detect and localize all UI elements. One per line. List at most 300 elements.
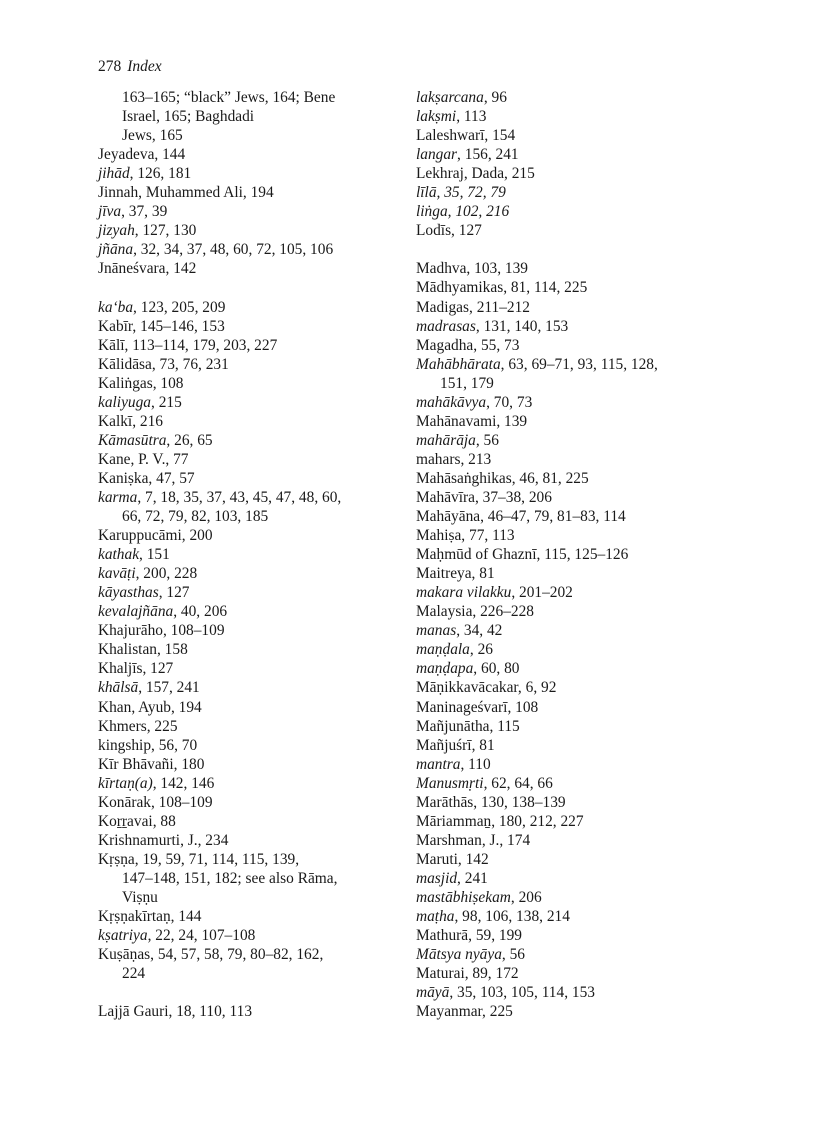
index-entry-line: [416, 564, 658, 583]
index-text: Kabīr, 145–146, 153: [98, 317, 225, 335]
index-entry-line: [416, 317, 658, 336]
index-entry: [98, 640, 341, 659]
index-entry-line: [98, 583, 341, 602]
index-text: Maruti, 142: [416, 850, 489, 868]
index-term-italic: kevalajñāna: [98, 603, 174, 621]
index-entry: [98, 450, 341, 469]
index-text: Kīr Bhāvañi, 180: [98, 755, 205, 773]
index-entry: [98, 469, 341, 488]
index-entry: [416, 678, 658, 697]
index-entry-line: [98, 736, 341, 755]
index-term-italic: Kāmasūtra: [98, 431, 167, 449]
index-entry-line: [416, 298, 658, 317]
index-entry-line: [416, 736, 658, 755]
index-entry-line: [98, 412, 341, 431]
index-entry: [98, 145, 341, 164]
index-text: , 127: [158, 584, 190, 602]
index-entry: [416, 412, 658, 431]
index-entry-line: [98, 88, 341, 107]
running-title: Index: [127, 58, 162, 75]
index-entry-line: [98, 907, 341, 926]
index-text: Mañjuśrī, 81: [416, 736, 495, 754]
index-entry-line: [98, 564, 341, 583]
index-entry: [98, 831, 341, 850]
index-entry: [98, 240, 341, 259]
index-text: , 70, 73: [486, 393, 533, 411]
index-term-italic: khālsā: [98, 679, 139, 697]
index-entry-line: [416, 621, 658, 640]
index-entry: [98, 850, 341, 907]
index-text: Lodīs, 127: [416, 222, 482, 240]
index-entry-line: [416, 469, 658, 488]
index-entry: [98, 488, 341, 526]
index-text: , 96: [483, 89, 507, 106]
index-entry-line: [416, 869, 658, 888]
index-entry: [98, 183, 341, 202]
index-entry-line: [416, 278, 658, 297]
index-term-italic: masjid: [416, 869, 458, 887]
index-text: , 110: [460, 755, 491, 773]
index-entry: [416, 564, 658, 583]
index-text: , 26, 65: [166, 431, 213, 449]
index-entry: [98, 431, 341, 450]
index-text: 163–165; “black” Jews, 164; Bene: [122, 89, 336, 106]
index-entry: [416, 545, 658, 564]
index-text: Israel, 165; Baghdadi: [122, 108, 255, 126]
index-entry-line: [98, 488, 341, 507]
index-term-italic: līlā, 35, 72, 79: [416, 184, 506, 202]
index-entry: [416, 469, 658, 488]
index-entry-line: [416, 964, 658, 983]
index-entry-line: [98, 374, 341, 393]
index-text: Kalkī, 216: [98, 412, 163, 430]
index-term-italic: kaliyuga: [98, 393, 151, 411]
index-text: kingship, 56, 70: [98, 736, 198, 754]
index-column-left: [98, 88, 341, 1021]
index-entry: [416, 659, 658, 678]
index-entry: [416, 926, 658, 945]
index-text: , 62, 64, 66: [483, 774, 553, 792]
index-text: , 127, 130: [134, 222, 197, 240]
index-entry-line: [98, 336, 341, 355]
index-text: , 98, 106, 138, 214: [454, 908, 570, 926]
index-entry-line: [98, 926, 341, 945]
index-entry: [416, 717, 658, 736]
index-term-italic: kathak: [98, 546, 140, 564]
index-entry-line: [98, 183, 341, 202]
index-term-italic: mahārāja: [416, 431, 476, 449]
index-entry-line: [98, 202, 341, 221]
index-text: , 26: [469, 641, 493, 659]
page-number: 278: [98, 58, 122, 75]
index-entry-line: [98, 317, 341, 336]
index-entry-line: [416, 678, 658, 697]
index-text: 147–148, 151, 182; see also Rāma,: [122, 869, 338, 887]
index-entry-line: [416, 926, 658, 945]
index-entry-line: [98, 431, 341, 450]
index-entry: [98, 336, 341, 355]
index-entry: [98, 564, 341, 583]
index-entry: [416, 812, 658, 831]
index-entry-line: [416, 202, 658, 221]
index-entry-line: [416, 755, 658, 774]
index-text: , 22, 24, 107–108: [147, 927, 256, 945]
index-entry: [98, 355, 341, 374]
index-text: Kṛṣṇakīrtaṇ, 144: [98, 908, 202, 926]
index-entry-line: [416, 221, 658, 240]
index-entry-line: [416, 850, 658, 869]
index-entry-line: [98, 945, 341, 964]
index-entry-line: [416, 259, 658, 278]
index-text: Mahāsaṅghikas, 46, 81, 225: [416, 469, 589, 487]
index-term-italic: jizyah: [98, 222, 135, 240]
index-entry-line: [98, 164, 341, 183]
index-entry: [98, 812, 341, 831]
index-text: 151, 179: [440, 374, 494, 392]
index-term-italic: kavāṭi: [98, 565, 136, 583]
index-text: , 206: [510, 888, 542, 906]
index-term-italic: lakṣarcana: [416, 89, 484, 106]
index-entry: [416, 431, 658, 450]
index-text: Mañjunātha, 115: [416, 717, 520, 735]
index-entry: [98, 659, 341, 678]
index-text: Mādhyamikas, 81, 114, 225: [416, 279, 588, 297]
index-entry-line: [416, 431, 658, 450]
index-entry-line: [416, 88, 658, 107]
section-gap: [98, 278, 341, 297]
index-entry-line: [416, 488, 658, 507]
index-term-italic: ka‘ba: [98, 298, 134, 316]
index-entry-line: [98, 964, 341, 983]
index-entry: [98, 374, 341, 393]
index-entry: [98, 945, 341, 983]
index-entry-line: [416, 983, 658, 1002]
index-entry-line: [416, 526, 658, 545]
index-entry-line: [416, 336, 658, 355]
index-entry: [416, 393, 658, 412]
index-text: , 142, 146: [152, 774, 215, 792]
index-entry-line: [416, 126, 658, 145]
index-text: Khmers, 225: [98, 717, 178, 735]
index-entry: [98, 698, 341, 717]
index-text: , 113: [456, 108, 487, 126]
index-entry-line: [98, 526, 341, 545]
index-text: , 7, 18, 35, 37, 43, 45, 47, 48, 60,: [137, 488, 342, 506]
index-text: Karuppucāmi, 200: [98, 527, 213, 545]
index-column-right: [416, 88, 658, 1021]
index-entry-line: [416, 793, 658, 812]
index-entry-line: [98, 545, 341, 564]
index-entry: [416, 145, 658, 164]
index-entry: [416, 88, 658, 107]
index-entry: [98, 221, 341, 240]
index-text: Khaljīs, 127: [98, 660, 174, 678]
index-text: Konārak, 108–109: [98, 793, 213, 811]
index-entry: [98, 1002, 341, 1021]
index-entry: [416, 755, 658, 774]
index-entry-line: [98, 393, 341, 412]
index-entry: [416, 736, 658, 755]
index-text: , 156, 241: [457, 146, 519, 164]
index-term-italic: māyā: [416, 984, 450, 1002]
index-entry: [98, 678, 341, 697]
index-entry: [416, 526, 658, 545]
index-entry-line: [98, 717, 341, 736]
index-term-italic: jñāna: [98, 241, 134, 259]
index-entry-line: [416, 107, 658, 126]
index-entry: [416, 774, 658, 793]
index-entry: [416, 602, 658, 621]
index-entry-line: [98, 298, 341, 317]
index-text: , 123, 205, 209: [133, 298, 226, 316]
index-term-italic: mantra: [416, 755, 461, 773]
index-entry: [98, 164, 341, 183]
index-text: , 63, 69–71, 93, 115, 128,: [500, 355, 658, 373]
index-entry-line: [98, 507, 341, 526]
index-entry: [416, 183, 658, 202]
index-term-italic: mastābhiṣekam: [416, 888, 511, 906]
index-text: Mahāvīra, 37–38, 206: [416, 488, 552, 506]
index-entry-line: [98, 698, 341, 717]
index-term-italic: Mātsya nyāya: [416, 946, 502, 964]
index-entry: [416, 317, 658, 336]
index-entry: [416, 355, 658, 393]
index-entry-line: [416, 907, 658, 926]
index-text: Mahiṣa, 77, 113: [416, 527, 515, 545]
index-entry-line: [98, 602, 341, 621]
index-text: Lajjā Gauri, 18, 110, 113: [98, 1003, 253, 1021]
index-text: Kaniṣka, 47, 57: [98, 469, 195, 487]
index-entry: [416, 298, 658, 317]
index-entry-line: [416, 717, 658, 736]
index-term-italic: madrasas: [416, 317, 476, 335]
index-entry-line: [416, 183, 658, 202]
index-text: 224: [122, 965, 146, 983]
index-entry: [416, 621, 658, 640]
index-entry-line: [98, 659, 341, 678]
index-entry-line: [416, 774, 658, 793]
index-entry: [416, 488, 658, 507]
index-entry-line: [98, 145, 341, 164]
index-text: Maitreya, 81: [416, 565, 495, 583]
running-header: [98, 57, 162, 76]
index-text: Kālī, 113–114, 179, 203, 227: [98, 336, 278, 354]
index-text: mahars, 213: [416, 450, 492, 468]
index-text: Kālidāsa, 73, 76, 231: [98, 355, 229, 373]
index-entry-line: [98, 812, 341, 831]
index-text: Kaliṅgas, 108: [98, 374, 184, 392]
index-text: , 151: [139, 546, 170, 564]
index-text: Malaysia, 226–228: [416, 603, 534, 621]
index-entry: [416, 964, 658, 983]
index-text: , 35, 103, 105, 114, 153: [449, 984, 595, 1002]
index-text: , 56: [501, 946, 525, 964]
index-entry-line: [416, 355, 658, 374]
index-entry-continuation: [98, 88, 341, 145]
section-gap: [416, 240, 658, 259]
index-entry: [416, 1002, 658, 1021]
index-text: , 60, 80: [473, 660, 520, 678]
index-text: Marshman, J., 174: [416, 831, 531, 849]
index-entry: [98, 526, 341, 545]
index-term-italic: kāyasthas: [98, 584, 159, 602]
index-entry: [98, 545, 341, 564]
index-text: Lekhraj, Dada, 215: [416, 165, 535, 183]
index-text: Koṟṟavai, 88: [98, 812, 176, 830]
index-text: Kane, P. V., 77: [98, 450, 189, 468]
index-entry: [98, 621, 341, 640]
index-entry-line: [416, 164, 658, 183]
index-entry: [98, 259, 341, 278]
index-entry-line: [416, 507, 658, 526]
index-entry: [416, 698, 658, 717]
index-text: Mahāyāna, 46–47, 79, 81–83, 114: [416, 508, 626, 526]
index-text: , 241: [457, 869, 488, 887]
index-entry: [416, 202, 658, 221]
index-entry-line: [416, 888, 658, 907]
index-text: Marāthās, 130, 138–139: [416, 793, 566, 811]
index-term-italic: mahākāvya: [416, 393, 487, 411]
index-entry-line: [416, 374, 658, 393]
index-text: , 126, 181: [129, 165, 192, 183]
index-entry-line: [98, 450, 341, 469]
index-entry-line: [416, 545, 658, 564]
index-text: Kuṣāṇas, 54, 57, 58, 79, 80–82, 162,: [98, 946, 324, 964]
index-term-italic: manas: [416, 622, 457, 640]
index-entry: [98, 793, 341, 812]
index-entry-line: [98, 850, 341, 869]
index-text: Mathurā, 59, 199: [416, 927, 523, 945]
index-entry: [98, 774, 341, 793]
index-text: Khalistan, 158: [98, 641, 188, 659]
index-text: , 201–202: [511, 584, 573, 602]
index-entry: [416, 450, 658, 469]
index-term-italic: Manusmṛti: [416, 774, 484, 792]
index-entry: [416, 869, 658, 888]
index-text: 66, 72, 79, 82, 103, 185: [122, 508, 269, 526]
index-entry: [98, 602, 341, 621]
section-gap: [98, 983, 341, 1002]
index-text: Maturai, 89, 172: [416, 965, 519, 983]
index-entry: [416, 221, 658, 240]
index-entry-line: [416, 145, 658, 164]
index-text: , 215: [151, 393, 182, 411]
index-entry-line: [98, 126, 341, 145]
index-entry: [98, 717, 341, 736]
index-term-italic: lakṣmi: [416, 108, 457, 126]
index-text: , 40, 206: [173, 603, 228, 621]
index-entry: [416, 126, 658, 145]
index-text: Kṛṣṇa, 19, 59, 71, 114, 115, 139,: [98, 850, 300, 868]
index-entry-line: [98, 678, 341, 697]
index-entry-line: [98, 755, 341, 774]
index-entry: [416, 945, 658, 964]
index-entry: [416, 583, 658, 602]
index-text: Mahānavami, 139: [416, 412, 528, 430]
index-text: Jinnah, Muhammed Ali, 194: [98, 184, 274, 202]
index-entry-line: [98, 221, 341, 240]
index-entry-line: [98, 107, 341, 126]
index-text: Maninageśvarī, 108: [416, 698, 539, 716]
index-entry: [416, 907, 658, 926]
index-entry: [98, 412, 341, 431]
index-entry: [98, 317, 341, 336]
index-entry-line: [416, 640, 658, 659]
index-term-italic: jīva: [98, 203, 122, 221]
index-entry: [416, 278, 658, 297]
index-text: , 37, 39: [121, 203, 168, 221]
index-text: Māṇikkavācakar, 6, 92: [416, 679, 557, 697]
index-entry: [416, 259, 658, 278]
index-entry: [98, 298, 341, 317]
index-entry-line: [416, 698, 658, 717]
index-entry-line: [98, 640, 341, 659]
index-entry-line: [416, 945, 658, 964]
index-entry: [98, 736, 341, 755]
index-text: , 32, 34, 37, 48, 60, 72, 105, 106: [133, 241, 334, 259]
index-term-italic: kīrtaṇ(a): [98, 774, 153, 792]
index-entry-line: [98, 621, 341, 640]
index-text: Mayanmar, 225: [416, 1003, 513, 1021]
index-term-italic: maṇḍala: [416, 641, 470, 659]
index-entry: [98, 202, 341, 221]
index-term-italic: Mahābhārata: [416, 355, 501, 373]
index-text: Jews, 165: [122, 127, 183, 145]
index-entry: [416, 164, 658, 183]
index-term-italic: langar: [416, 146, 458, 164]
index-entry-line: [98, 240, 341, 259]
index-term-italic: maṇḍapa: [416, 660, 474, 678]
index-term-italic: liṅga, 102, 216: [416, 203, 510, 221]
index-entry: [416, 507, 658, 526]
index-entry-line: [416, 812, 658, 831]
index-text: , 200, 228: [135, 565, 198, 583]
index-text: Viṣṇu: [122, 888, 158, 906]
index-entry: [98, 926, 341, 945]
index-entry: [416, 793, 658, 812]
index-entry: [416, 640, 658, 659]
index-text: , 131, 140, 153: [475, 317, 569, 335]
index-entry-line: [98, 831, 341, 850]
index-entry: [416, 336, 658, 355]
index-text: , 56: [475, 431, 499, 449]
index-entry-line: [416, 583, 658, 602]
index-text: Jnāneśvara, 142: [98, 260, 197, 278]
index-entry-line: [98, 469, 341, 488]
index-entry-line: [416, 412, 658, 431]
index-entry: [98, 907, 341, 926]
index-text: Jeyadeva, 144: [98, 146, 186, 164]
index-entry-line: [416, 659, 658, 678]
index-entry: [98, 583, 341, 602]
index-text: Laleshwarī, 154: [416, 127, 516, 145]
index-text: Khajurāho, 108–109: [98, 622, 225, 640]
index-entry-line: [98, 774, 341, 793]
index-entry-line: [98, 793, 341, 812]
index-entry-line: [98, 355, 341, 374]
index-text: , 34, 42: [456, 622, 503, 640]
index-term-italic: kṣatriya: [98, 927, 148, 945]
index-entry: [416, 983, 658, 1002]
index-entry-line: [98, 869, 341, 888]
index-text: Maḥmūd of Ghaznī, 115, 125–126: [416, 546, 629, 564]
index-term-italic: makara vilakku: [416, 584, 512, 602]
index-term-italic: karma: [98, 488, 138, 506]
index-term-italic: maṭha: [416, 908, 455, 926]
index-text: Madigas, 211–212: [416, 298, 530, 316]
index-text: Māriammaṉ, 180, 212, 227: [416, 812, 584, 830]
index-entry-line: [416, 831, 658, 850]
